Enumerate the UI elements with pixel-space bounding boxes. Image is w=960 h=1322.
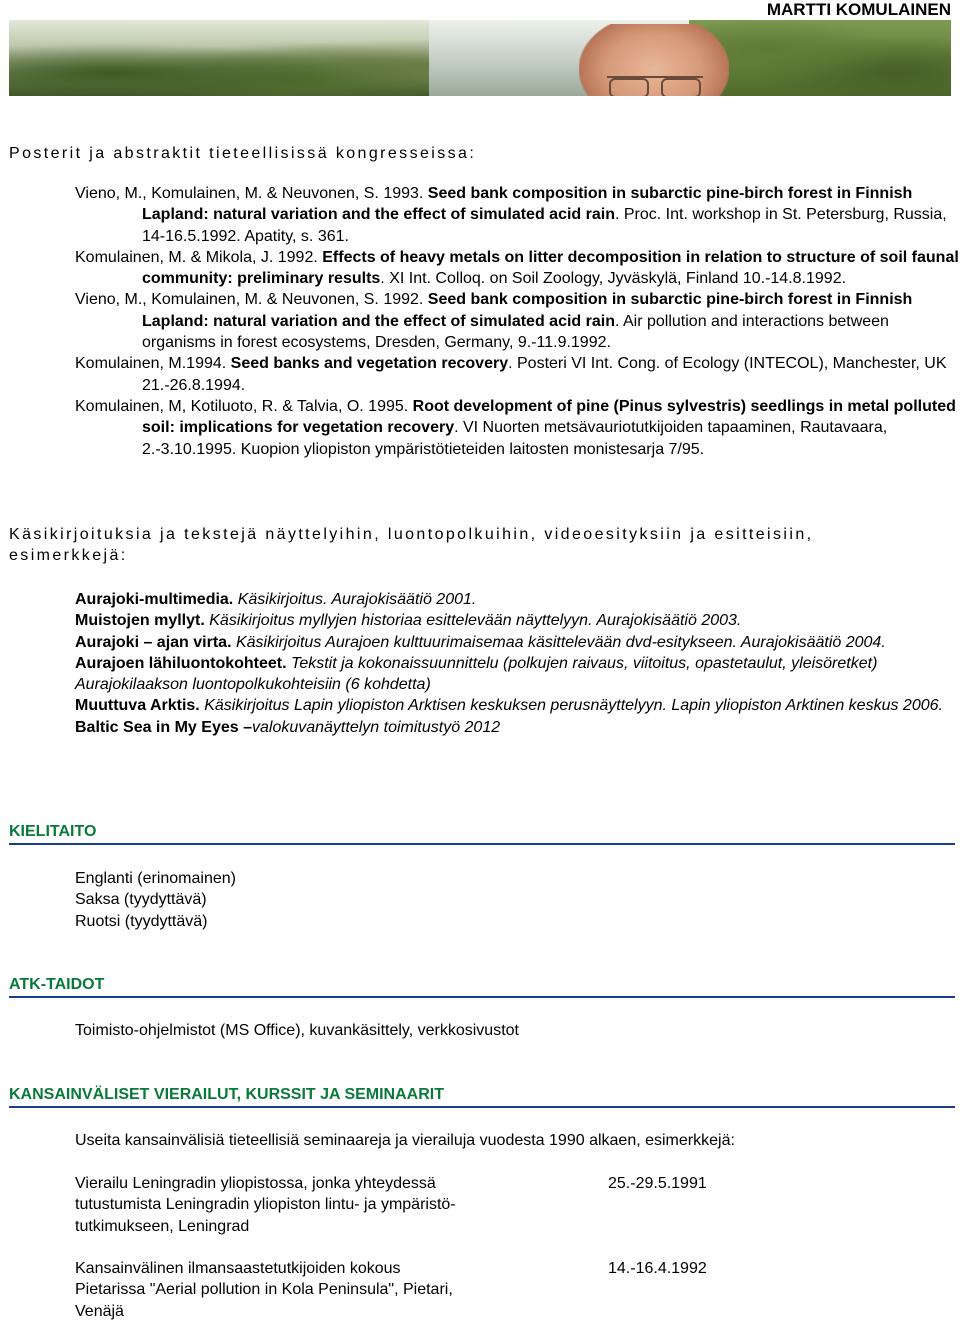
work-description: Käsikirjoitus myllyjen historiaa esittelevään näyttelyyn. Aurajokisäätiö 2003. bbox=[204, 612, 742, 630]
poster-title: Seed banks and vegetation recovery bbox=[230, 355, 509, 373]
work-title: Aurajoki-multimedia. bbox=[75, 591, 234, 608]
work-description: Käsikirjoitus. Aurajokisäätiö 2001. bbox=[233, 591, 477, 608]
international-heading: KANSAINVÄLISET VIERAILUT, KURSSIT JA SEMINAARIT bbox=[9, 1085, 955, 1108]
languages-list bbox=[75, 868, 236, 932]
visit-description bbox=[75, 1173, 535, 1237]
poster-title: Seed bank composition in subarctic pine-birch forest in Finnish Lapland: natural variation and the effect of simulated acid rain bbox=[142, 185, 913, 224]
work-description: Käsikirjoitus Lapin yliopiston Arktisen keskuksen perusnäyttelyyn. Lapin yliopiston Arktinen keskus 2006. bbox=[199, 697, 943, 715]
poster-entry bbox=[75, 183, 960, 247]
language-item: Saksa (tyydyttävä) bbox=[75, 891, 207, 909]
works-heading: Käsikirjoituksia ja tekstejä näyttelyihin, luontopolkuihin, videoesityksiin ja esitteisiin, esimerkkejä: bbox=[9, 526, 814, 564]
poster-entry bbox=[75, 353, 960, 396]
international-intro: Useita kansainvälisiä tieteellisiä seminaareja ja vierailuja vuodesta 1990 alkaen, esimerkkejä: bbox=[75, 1132, 735, 1149]
work-description: Tekstit ja kokonaissuunnittelu (polkujen raivaus, viitoitus, opastetaulut, yleisöretket) Aurajokilaakson luontopolkukohteisiin (6 kohdetta) bbox=[75, 654, 878, 694]
works-list bbox=[75, 589, 950, 738]
visit-description bbox=[75, 1258, 535, 1322]
poster-entry bbox=[75, 289, 960, 353]
language-item: Englanti (erinomainen) bbox=[75, 870, 236, 887]
visit-line: Kansainvälinen ilmansaastetutkijoiden kokous bbox=[75, 1260, 401, 1277]
work-title: Muuttuva Arktis. bbox=[75, 697, 200, 715]
it-skills-text: Toimisto-ohjelmistot (MS Office), kuvankäsittely, verkkosivustot bbox=[75, 1022, 519, 1039]
work-title: Baltic Sea in My Eyes – bbox=[75, 718, 252, 736]
visit-line: tutkimukseen, Leningrad bbox=[75, 1217, 250, 1235]
poster-authors: Vieno, M., Komulainen, M. & Neuvonen, S. 1992. bbox=[75, 291, 428, 309]
poster-authors: Komulainen, M. & Mikola, J. 1992. bbox=[75, 248, 323, 266]
visit-line: Pietarissa "Aerial pollution in Kola Peninsula", Pietari, bbox=[75, 1281, 453, 1299]
visit-date: 25.-29.5.1991 bbox=[608, 1175, 707, 1192]
poster-details: . Proc. Int. workshop in St. Petersburg, Russia, 14-16.5.1992. Apatity, s. 361. bbox=[142, 206, 947, 245]
poster-authors: Komulainen, M, Kotiluoto, R. & Talvia, O. 1995. bbox=[75, 397, 413, 415]
poster-authors: Komulainen, M.1994. bbox=[75, 355, 231, 373]
work-title: Muistojen myllyt. bbox=[75, 612, 205, 630]
it-skills-heading: ATK-TAIDOT bbox=[9, 975, 955, 998]
visit-line: Vierailu Leningradin yliopistossa, jonka yhteydessä bbox=[75, 1175, 436, 1192]
work-title: Aurajoen lähiluontokohteet. bbox=[75, 654, 287, 672]
languages-heading: KIELITAITO bbox=[9, 822, 955, 845]
poster-details: . Posteri VI Int. Cong. of Ecology (INTECOL), Manchester, UK 21.-26.8.1994. bbox=[142, 355, 947, 394]
poster-list bbox=[75, 183, 960, 460]
cv-owner-name: MARTTI KOMULAINEN bbox=[766, 0, 951, 19]
poster-entry bbox=[75, 396, 960, 460]
work-description: valokuvanäyttelyn toimitustyö 2012 bbox=[251, 718, 501, 736]
poster-details: . VI Nuorten metsävauriotutkijoiden tapaaminen, Rautavaara, 2.-3.10.1995. Kuopion yliopiston ympäristötieteiden laitosten monistesarja 7/95. bbox=[142, 419, 888, 458]
visit-date: 14.-16.4.1992 bbox=[608, 1260, 707, 1277]
visit-line: tutustumista Leningradin yliopiston lintu- ja ympäristö- bbox=[75, 1196, 456, 1214]
posters-heading: Posterit ja abstraktit tieteellisissä kongresseissa: bbox=[9, 145, 477, 162]
work-description: Käsikirjoitus Aurajoen kulttuurimaisemaa käsittelevään dvd-esitykseen. Aurajokisäätiö 2004. bbox=[231, 633, 886, 651]
poster-title: Effects of heavy metals on litter decomposition in relation to structure of soil faunal community: preliminary results bbox=[142, 248, 959, 288]
language-item: Ruotsi (tyydyttävä) bbox=[75, 912, 208, 930]
work-item bbox=[75, 695, 950, 716]
work-item bbox=[75, 610, 950, 631]
poster-entry bbox=[75, 247, 960, 290]
poster-title: Seed bank composition in subarctic pine-birch forest in Finnish Lapland: natural variation and the effect of simulated acid rain bbox=[142, 291, 913, 330]
work-item bbox=[75, 717, 950, 738]
work-title: Aurajoki – ajan virta. bbox=[75, 633, 232, 651]
work-item bbox=[75, 653, 950, 696]
header-photo-banner bbox=[9, 20, 951, 96]
poster-authors: Vieno, M., Komulainen, M. & Neuvonen, S. 1993. bbox=[75, 185, 428, 202]
poster-details: . XI Int. Colloq. on Soil Zoology, Jyväskylä, Finland 10.-14.8.1992. bbox=[380, 270, 847, 288]
poster-details: . Air pollution and interactions between organisms in forest ecosystems, Dresden, Germany, 9.-11.9.1992. bbox=[142, 312, 889, 352]
work-item bbox=[75, 632, 950, 653]
poster-title: Root development of pine (Pinus sylvestris) seedlings in metal polluted soil: implications for vegetation recovery bbox=[142, 397, 956, 437]
work-item bbox=[75, 589, 950, 610]
portrait-glasses bbox=[607, 76, 703, 96]
visit-line: Venäjä bbox=[75, 1302, 124, 1320]
